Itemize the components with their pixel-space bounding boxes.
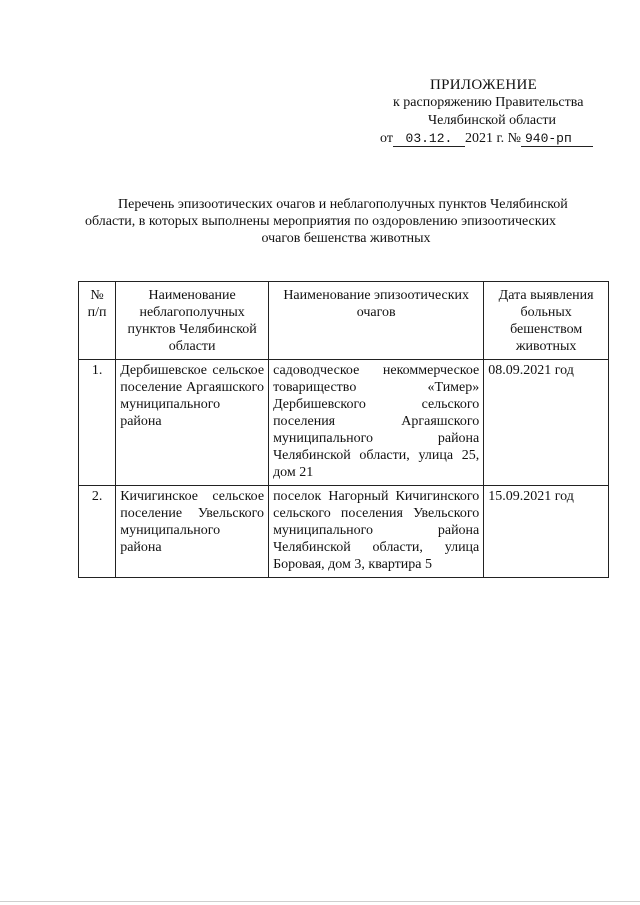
heading-line-2: области, в которых выполнены мероприятия по оздоровлению эпизоотических xyxy=(85,214,557,229)
appendix-date-number-line xyxy=(380,130,605,148)
year-number-label: 2021 г. № xyxy=(464,131,521,146)
order-number: 940-рп xyxy=(521,131,593,147)
table-header-row xyxy=(79,282,609,360)
appendix-region-line: Челябинской области xyxy=(428,113,556,128)
document-heading xyxy=(85,196,607,247)
table-row xyxy=(79,360,609,486)
row-number: 1. xyxy=(79,360,116,486)
table-row xyxy=(79,486,609,578)
foci-table xyxy=(78,281,609,578)
row-focus: садоводческое некоммерческое товарищество «Тимер» Дербишевского сельского поселения Аргаяшского муниципального района Челябинской области, улица 25, дом 21 xyxy=(269,360,484,486)
header-point: Наименование неблагополучных пунктов Челябинской области xyxy=(116,282,269,360)
appendix-title: ПРИЛОЖЕНИЕ xyxy=(430,77,538,93)
row-date: 15.09.2021 год xyxy=(484,486,609,578)
order-date: 03.12. xyxy=(393,131,465,147)
row-point: Дербишевское сельское поселение Аргаяшского муниципального района xyxy=(116,360,269,486)
row-date: 08.09.2021 год xyxy=(484,360,609,486)
header-number: № п/п xyxy=(79,282,116,360)
from-label: от xyxy=(380,131,393,146)
heading-line-3: очагов бешенства животных xyxy=(261,231,431,246)
row-number: 2. xyxy=(79,486,116,578)
appendix-block xyxy=(380,76,605,148)
page-bottom-edge xyxy=(0,901,640,902)
header-focus: Наименование эпизоотических очагов xyxy=(269,282,484,360)
appendix-order-line: к распоряжению Правительства xyxy=(393,95,584,110)
header-date: Дата выявления больных бешенством животных xyxy=(484,282,609,360)
heading-line-1: Перечень эпизоотических очагов и неблагополучных пунктов Челябинской xyxy=(118,197,568,212)
row-point: Кичигинское сельское поселение Увельского муниципального района xyxy=(116,486,269,578)
row-focus: поселок Нагорный Кичигинского сельского поселения Увельского муниципального района Челябинской области, улица Боровая, дом 3, квартира 5 xyxy=(269,486,484,578)
